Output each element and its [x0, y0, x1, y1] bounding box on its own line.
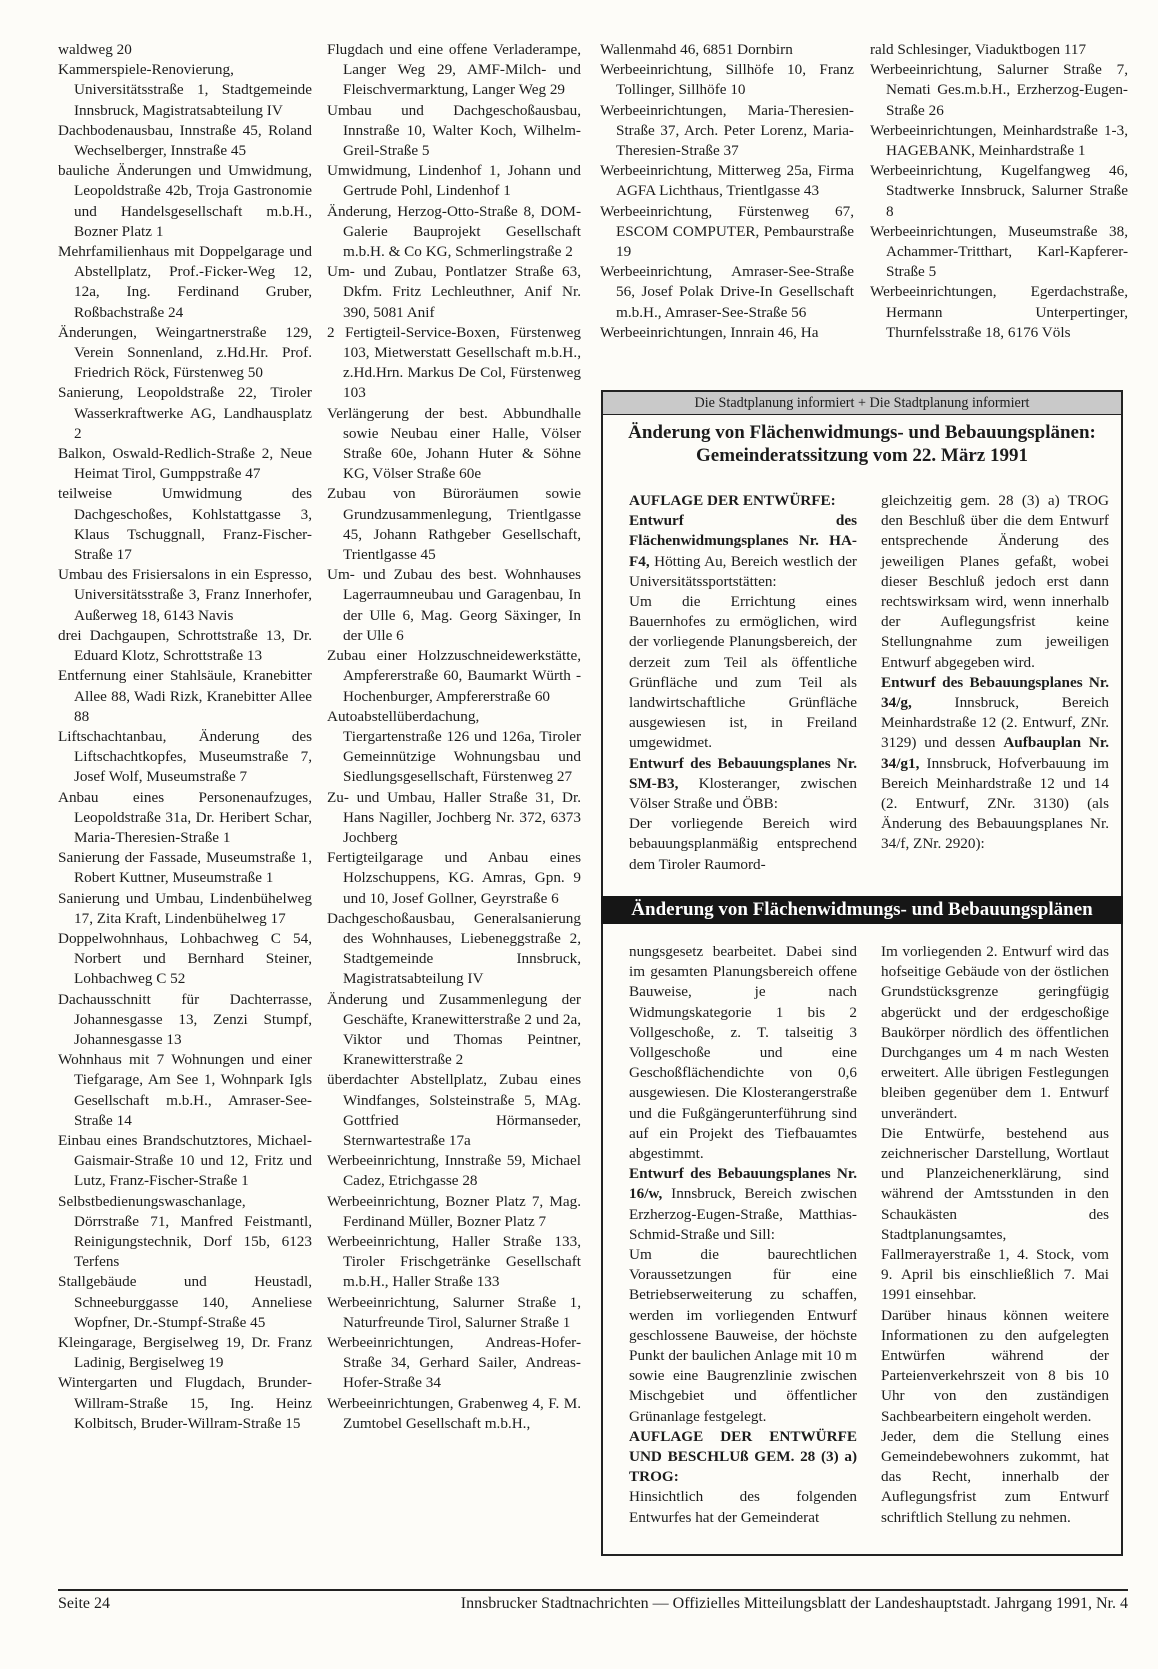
publication-line: Innsbrucker Stadtnachrichten — Offizielles Mitteilungsblatt der Landeshauptstadt. Jahrgang 1991, Nr. 4: [460, 1595, 1128, 1612]
announcement-column-3: [629, 942, 857, 1528]
list-item: Werbeeinrichtung, Mitterweg 25a, Firma AGFA Lichthaus, Trientlgasse 43: [600, 162, 854, 200]
paragraph: Innsbruck, Bereich Meinhardstraße 12 (2. Entwurf, ZNr. 3129) und dessen: [881, 694, 1109, 752]
announcement-title-line-2: Gemeinderatssitzung vom 22. März 1991: [696, 445, 1028, 466]
list-item: Sanierung und Umbau, Lindenbühelweg 17, Zita Kraft, Lindenbühelweg 17: [58, 889, 312, 927]
list-item: überdachter Abstellplatz, Zubau eines Windfanges, Solsteinstraße 5, MAg. Gottfried Hörmanseder, Sternwartestraße 17a: [327, 1071, 581, 1149]
list-item: Flugdach und eine offene Verladerampe, Langer Weg 29, AMF-Milch- und Fleischvermarktung, Langer Weg 29: [327, 41, 581, 99]
list-item: Anbau eines Personenaufzuges, Leopoldstraße 31a, Dr. Heribert Schar, Maria-Theresien-Straße 1: [58, 788, 312, 846]
list-item: Werbeeinrichtungen, Andreas-Hofer-Straße 34, Gerhard Sailer, Andreas-Hofer-Straße 34: [327, 1334, 581, 1392]
list-item: Werbeeinrichtungen, Meinhardstraße 1-3, HAGEBANK, Meinhardstraße 1: [870, 121, 1128, 160]
paragraph: Im vorliegenden 2. Entwurf wird das hofseitige Gebäude von der östlichen Grundstücksgrenze geringfügig abgerückt und der erdgeschoßige Baukörper nördlich des öffentlichen Durchganges um 4 m nach Westen erweitert. Alle übrigen Festlegungen bleiben gegenüber dem 1. Entwurf unverändert.: [881, 943, 1109, 1122]
announcement-column-2: [881, 491, 1109, 855]
paragraph: Der vorliegende Bereich wird bebauungsplanmäßig entsprechend dem Tiroler Raumord-: [629, 815, 857, 873]
announcement-title: [603, 421, 1121, 467]
list-item: Sanierung, Leopoldstraße 22, Tiroler Wasserkraftwerke AG, Landhausplatz 2: [58, 384, 312, 442]
plan-heading: Entwurf des Bebauungsplanes Nr. SM-B3,: [629, 754, 857, 792]
list-item: Werbeeinrichtung, Fürstenweg 67, ESCOM COMPUTER, Pembaurstraße 19: [600, 202, 854, 261]
list-item: Um- und Zubau, Pontlatzer Straße 63, Dkfm. Fritz Lechleuthner, Anif Nr. 390, 5081 Anif: [327, 263, 581, 321]
list-item: Verlängerung der best. Abbundhalle sowie Neubau einer Halle, Völser Straße 60e, Johann Huter & Söhne KG, Völser Straße 60e: [327, 404, 581, 483]
list-item: Umwidmung, Lindenhof 1, Johann und Gertrude Pohl, Lindenhof 1: [327, 162, 581, 200]
paragraph: Hötting Au, Bereich westlich der Universitätssportstätten:: [629, 552, 857, 590]
list-item: Werbeeinrichtung, Salurner Straße 7, Nemati Ges.m.b.H., Erzherzog-Eugen-Straße 26: [870, 61, 1128, 119]
list-item: Kammerspiele-Renovierung, Universitätsstraße 1, Stadtgemeinde Innsbruck, Magistratsabteilung IV: [58, 61, 312, 119]
announcement-column-4: [881, 942, 1109, 1528]
paragraph: Die Entwürfe, bestehend aus zeichnerischer Darstellung, Wortlaut und Planzeichenerklärung, sind während der Amtsstunden in den Schaukästen des Stadtplanungsamtes, Fallmerayerstraße 1, 4. Stock, vom 9. April bis einschließlich 7. Mai 1991 einsehbar.: [881, 1124, 1109, 1304]
list-item: Werbeeinrichtung, Innstraße 59, Michael Cadez, Etrichgasse 28: [327, 1152, 581, 1190]
paragraph: Um die Errichtung eines Bauernhofes zu ermöglichen, wird der vorliegende Planungsbereich, der derzeit zum Teil als öffentliche Grünfläche und zum Teil als landwirtschaftliche Grünfläche ausgewiesen ist, in Freiland umgewidmet.: [629, 593, 857, 752]
list-item: Werbeeinrichtungen, Maria-Theresien-Straße 37, Arch. Peter Lorenz, Maria-Theresien-Straße 37: [600, 101, 854, 160]
paragraph: Hinsichtlich des folgenden Entwurfes hat der Gemeinderat: [629, 1488, 857, 1526]
list-item: Werbeeinrichtungen, Innrain 46, Ha: [600, 323, 819, 341]
paragraph: Innsbruck, Bereich zwischen Erzherzog-Eugen-Straße, Matthias-Schmid-Straße und Sill:: [629, 1185, 857, 1243]
list-item: Werbeeinrichtungen, Grabenweg 4, F. M. Zumtobel Gesellschaft m.b.H.,: [327, 1394, 581, 1432]
paragraph: Um die baurechtlichen Voraussetzungen für eine Betriebserweiterung zu schaffen, werden im vorliegenden Entwurf geschlossene Bauweise, der höchste Punkt der baulichen Anlage mit 10 m sowie eine Baugrenzlinie zwischen Mischgebiet und öffentlicher Grünanlage festgelegt.: [629, 1246, 857, 1425]
list-item: Zu- und Umbau, Haller Straße 31, Dr. Hans Nagiller, Jochberg Nr. 372, 6373 Jochberg: [327, 788, 581, 846]
paragraph: Innsbruck, Hofverbauung im Bereich Meinhardstraße 12 und 14 (2. Entwurf, ZNr. 3130) (als Änderung des Bebauungsplanes Nr. 34/f, ZNr. 2920):: [881, 754, 1109, 853]
listing-column-2: [327, 40, 581, 1434]
list-item: Änderungen, Weingartnerstraße 129, Verein Sonnenland, z.Hd.Hr. Prof. Friedrich Röck, Fürstenweg 50: [58, 323, 312, 382]
plan-heading: Entwurf des Bebauungsplanes Nr. 34/g,: [881, 673, 1109, 712]
list-item: Wintergarten und Flugdach, Brunder-Willram-Straße 15, Ing. Heinz Kolbitsch, Bruder-Willram-Straße 15: [58, 1374, 312, 1432]
list-item: Einbau eines Brandschutztores, Michael-Gaismair-Straße 10 und 12, Fritz und Lutz, Franz-Fischer-Straße 1: [58, 1131, 312, 1190]
list-item: Doppelwohnhaus, Lohbachweg C 54, Norbert und Bernhard Steiner, Lohbachweg C 52: [58, 929, 312, 988]
list-item: Entfernung einer Stahlsäule, Kranebitter Allee 88, Wadi Rizk, Kranebitter Allee 88: [58, 667, 312, 725]
list-item: Fertigteilgarage und Anbau eines Holzschuppens, KG. Amras, Gpn. 9 und 10, Josef Gollner, Geyrstraße 6: [327, 849, 581, 907]
list-item: Werbeeinrichtung, Haller Straße 133, Tiroler Frischgetränke Gesellschaft m.b.H., Haller Straße 133: [327, 1232, 581, 1291]
listing-column-1: [58, 40, 312, 1434]
list-item: Umbau des Frisiersalons in ein Espresso, Universitätsstraße 3, Franz Innerhofer, Außerweg 18, 6143 Navis: [58, 566, 312, 624]
section-heading: AUFLAGE DER ENTWÜRFE:: [629, 492, 836, 509]
announcement-continuation-title: Änderung von Flächenwidmungs- und Bebauungsplänen: [601, 896, 1123, 924]
stadtplanung-announcement: [601, 390, 1123, 901]
list-item: Wohnhaus mit 7 Wohnungen und einer Tiefgarage, Am See 1, Wohnpark Igls Gesellschaft m.b.H., Amraser-See-Straße 14: [58, 1051, 312, 1129]
listing-column-3: [600, 40, 854, 343]
announcement-title-line-1: Änderung von Flächenwidmungs- und Bebauungsplänen:: [628, 422, 1096, 443]
list-item: Werbeeinrichtung, Bozner Platz 7, Mag. Ferdinand Müller, Bozner Platz 7: [327, 1192, 581, 1230]
list-item: Liftschachtanbau, Änderung des Liftschachtkopfes, Museumstraße 7, Josef Wolf, Museumstraße 7: [58, 727, 312, 786]
announcement-header: Die Stadtplanung informiert + Die Stadtplanung informiert: [603, 392, 1121, 415]
list-item: Stallgebäude und Heustadl, Schneeburggasse 140, Anneliese Wopfner, Dr.-Stumpf-Straße 45: [58, 1273, 312, 1331]
footer-rule: [58, 1589, 1128, 1591]
list-item: Kleingarage, Bergiselweg 19, Dr. Franz Ladinig, Bergiselweg 19: [58, 1334, 312, 1372]
list-item: Werbeeinrichtungen, Museumstraße 38, Achammer-Tritthart, Karl-Kapferer-Straße 5: [870, 222, 1128, 281]
announcement-column-1: [629, 491, 857, 875]
list-item: teilweise Umwidmung des Dachgeschoßes, Kohlstattgasse 3, Klaus Tschuggnall, Franz-Fischer-Straße 17: [58, 485, 312, 564]
list-item: bauliche Änderungen und Umwidmung, Leopoldstraße 42b, Troja Gastronomie und Handelsgesellschaft m.b.H., Bozner Platz 1: [58, 162, 312, 240]
list-item: Werbeeinrichtung, Kugelfangweg 46, Stadtwerke Innsbruck, Salurner Straße 8: [870, 162, 1128, 220]
paragraph: gleichzeitig gem. 28 (3) a) TROG den Beschluß über die dem Entwurf entsprechende Änderung des jeweiligen Planes gefaßt, wobei dieser Beschluß jedoch erst dann rechtswirksam wird, wenn innerhalb der Auflegungsfrist keine Stellungnahme zum jeweiligen Entwurf abgegeben wird.: [881, 492, 1109, 671]
list-item: Zubau von Büroräumen sowie Grundzusammenlegung, Trientlgasse 45, Johann Rathgeber Gesellschaft, Trientlgasse 45: [327, 485, 581, 564]
list-item: waldweg 20: [58, 41, 132, 58]
list-item: Dachgeschoßausbau, Generalsanierung des Wohnhauses, Liebeneggstraße 2, Stadtgemeinde Innsbruck, Magistratsabteilung IV: [327, 909, 581, 988]
plan-heading: Aufbauplan Nr. 34/g1,: [881, 734, 1109, 772]
list-item: Sanierung der Fassade, Museumstraße 1, Robert Kuttner, Museumstraße 1: [58, 849, 312, 887]
list-item: Dachausschnitt für Dachterrasse, Johannesgasse 13, Zenzi Stumpf, Johannesgasse 13: [58, 990, 312, 1048]
list-item: Zubau einer Holzzuschneidewerkstätte, Ampfererstraße 60, Baumarkt Würth - Hochenburger, Ampfererstraße 60: [327, 647, 581, 705]
list-item: 2 Fertigteil-Service-Boxen, Fürstenweg 103, Mietwerstatt Gesellschaft m.b.H., z.Hd.Hrn. Markus De Col, Fürstenweg 103: [327, 323, 581, 402]
paragraph: Klosteranger, zwischen Völser Straße und ÖBB:: [629, 774, 857, 813]
list-item: Autoabstellüberdachung, Tiergartenstraße 126 und 126a, Tiroler Gemeinnützige Wohnungsbau und Siedlungsgesellschaft, Fürstenweg 27: [327, 707, 581, 786]
list-item: Mehrfamilienhaus mit Doppelgarage und Abstellplatz, Prof.-Ficker-Weg 12, 12a, Ing. Ferdinand Gruber, Roßbachstraße 24: [58, 243, 312, 321]
listing-column-4: [870, 40, 1128, 343]
plan-heading: Entwurf des Flächenwidmungsplanes Nr. HA-F4,: [629, 512, 857, 570]
page-number: Seite 24: [58, 1595, 110, 1612]
list-item: Um- und Zubau des best. Wohnhauses Lagerraumneubau und Garagenbau, In der Ulle 6, Mag. Georg Säxinger, In der Ulle 6: [327, 566, 581, 644]
list-item: Umbau und Dachgeschoßausbau, Innstraße 10, Walter Koch, Wilhelm-Greil-Straße 5: [327, 101, 581, 160]
list-item: Werbeeinrichtung, Salurner Straße 1, Naturfreunde Tirol, Salurner Straße 1: [327, 1293, 581, 1331]
announcement-continuation: [601, 896, 1123, 1556]
paragraph: nungsgesetz bearbeitet. Dabei sind im gesamten Planungsbereich offene Bauweise, je nach Widmungskategorie 1 bis 2 Vollgeschoße, z. T. talseitig 3 Vollgeschoße und eine Geschoßflächendichte von 0,6 ausgewiesen. Die Klosterangerstraße und die Fußgängerunterführung sind auf ein Projekt des Tiefbauamtes abgestimmt.: [629, 943, 857, 1163]
section-heading: AUFLAGE DER ENTWÜRFE UND BESCHLUß GEM. 28 (3) a) TROG:: [629, 1427, 857, 1486]
list-item: Änderung, Herzog-Otto-Straße 8, DOM-Galerie Bauprojekt Gesellschaft m.b.H. & Co KG, Schmerlingstraße 2: [327, 202, 581, 261]
list-item: Werbeeinrichtung, Sillhöfe 10, Franz Tollinger, Sillhöfe 10: [600, 61, 854, 99]
list-item: Werbeeinrichtung, Amraser-See-Straße 56, Josef Polak Drive-In Gesellschaft m.b.H., Amraser-See-Straße 56: [600, 263, 854, 321]
list-item: Änderung und Zusammenlegung der Geschäfte, Kranewitterstraße 2 und 2a, Viktor und Thomas Peintner, Kranewitterstraße 2: [327, 990, 581, 1069]
list-item: Balkon, Oswald-Redlich-Straße 2, Neue Heimat Tirol, Gumppstraße 47: [58, 445, 312, 483]
paragraph: Jeder, dem die Stellung eines Gemeindebewohners zukommt, hat das Recht, innerhalb der Auflegungsfrist zum Entwurf schriftlich Stellung zu nehmen.: [881, 1427, 1109, 1526]
list-item: Selbstbedienungswaschanlage, Dörrstraße 71, Manfred Feistmantl, Reinigungstechnik, Dorf 15b, 6123 Terfens: [58, 1192, 312, 1271]
plan-heading: Entwurf des Bebauungsplanes Nr. 16/w,: [629, 1165, 857, 1203]
paragraph: Darüber hinaus können weitere Informationen zu den aufgelegten Entwürfen während der Parteienverkehrszeit von 8 bis 10 Uhr von den zuständigen Sachbearbeitern eingeholt werden.: [881, 1306, 1109, 1425]
list-item: drei Dachgaupen, Schrottstraße 13, Dr. Eduard Klotz, Schrottstraße 13: [58, 626, 312, 665]
list-item: Wallenmahd 46, 6851 Dornbirn: [600, 41, 793, 58]
list-item: Werbeeinrichtungen, Egerdachstraße, Hermann Unterpertinger, Thurnfelsstraße 18, 6176 Völs: [870, 283, 1128, 341]
list-item: Dachbodenausbau, Innstraße 45, Roland Wechselberger, Innstraße 45: [58, 121, 312, 160]
list-item: rald Schlesinger, Viaduktbogen 117: [870, 41, 1087, 58]
